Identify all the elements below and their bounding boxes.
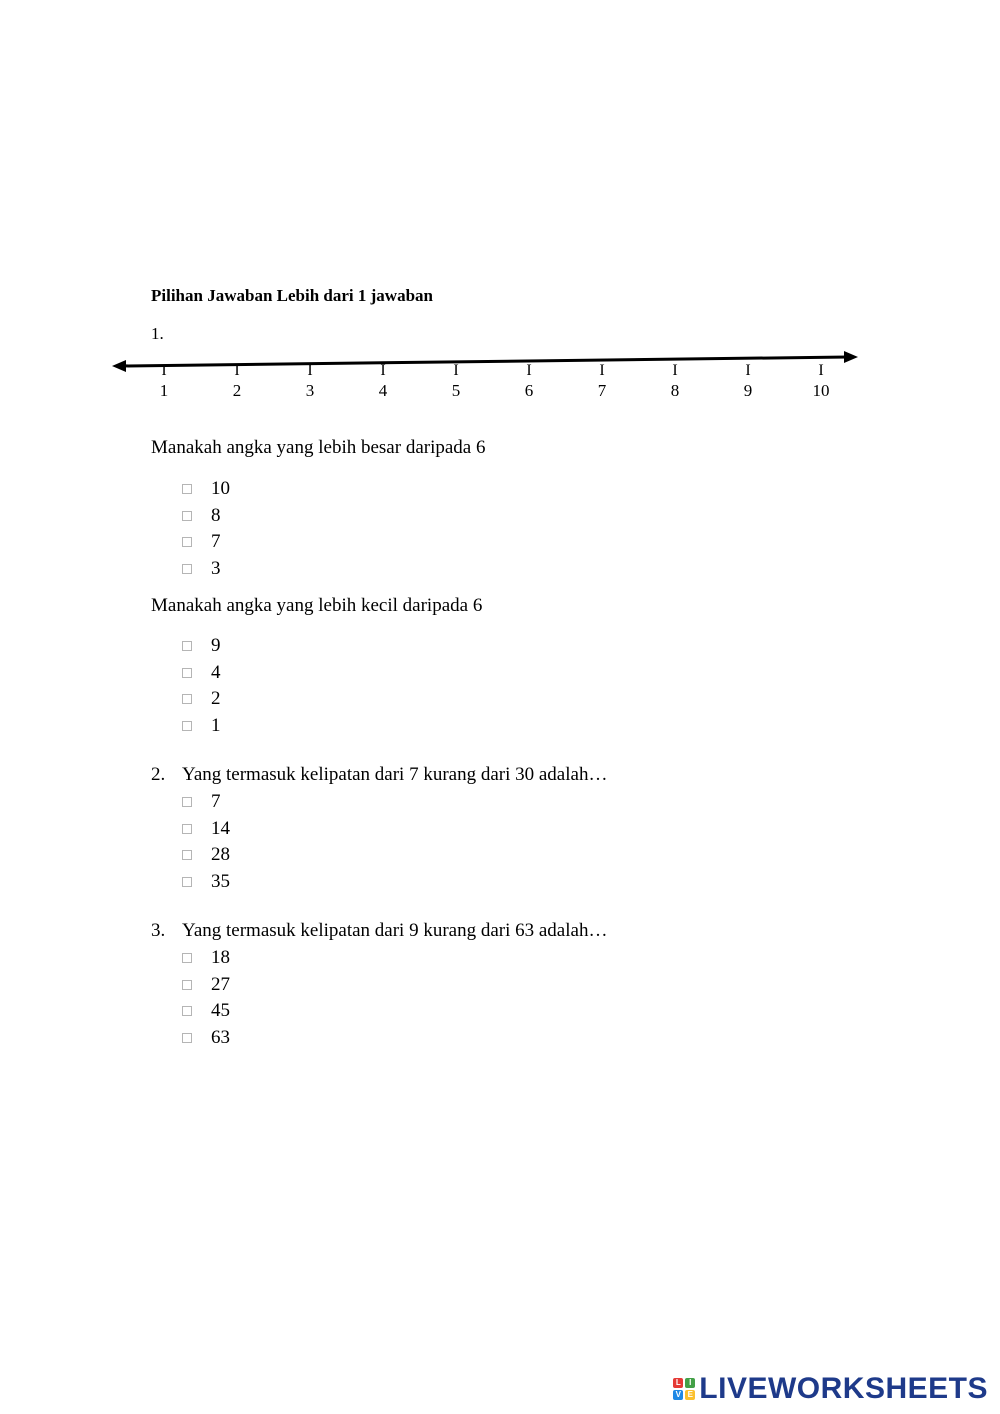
option-label: 27 (211, 973, 230, 995)
checkbox[interactable] (182, 694, 192, 704)
question-1a-options (180, 476, 230, 582)
checkbox[interactable] (182, 824, 192, 834)
checkbox[interactable] (182, 980, 192, 990)
number-line-label: 1 (159, 381, 169, 400)
number-line-label: 7 (597, 381, 607, 400)
option-label: 18 (211, 947, 230, 969)
number-line-label: 4 (378, 381, 388, 400)
liveworksheets-logo (673, 1372, 988, 1406)
checkbox[interactable] (182, 850, 192, 860)
question-3 (151, 920, 607, 942)
option-row[interactable] (180, 945, 230, 972)
option-label: 4 (211, 661, 221, 683)
option-label: 10 (211, 478, 230, 500)
option-row[interactable] (180, 660, 221, 687)
number-line-tick: I (745, 362, 751, 379)
option-row[interactable] (180, 789, 230, 816)
checkbox[interactable] (182, 953, 192, 963)
number-line-tick: I (380, 362, 386, 379)
option-label: 7 (211, 531, 221, 553)
number-line-tick: I (161, 362, 167, 379)
question-3-options (180, 945, 230, 1051)
checkbox[interactable] (182, 797, 192, 807)
option-label: 35 (211, 870, 230, 892)
option-label: 2 (211, 688, 221, 710)
question-3-number: 3. (151, 920, 166, 941)
right-arrow-icon (844, 351, 858, 363)
checkbox[interactable] (182, 1006, 192, 1016)
option-row[interactable] (180, 476, 230, 503)
question-2-text: Yang termasuk kelipatan dari 7 kurang dari 30 adalah… (182, 764, 608, 785)
checkbox[interactable] (182, 721, 192, 731)
number-line-label: 5 (451, 381, 461, 400)
option-row[interactable] (180, 633, 221, 660)
number-line-tick: I (672, 362, 678, 379)
question-1a-text: Manakah angka yang lebih besar daripada 6 (151, 437, 486, 458)
number-line-tick: I (234, 362, 240, 379)
option-label: 28 (211, 844, 230, 866)
option-label: 3 (211, 557, 221, 579)
option-row[interactable] (180, 686, 221, 713)
option-label: 63 (211, 1026, 230, 1048)
question-1b-text: Manakah angka yang lebih kecil daripada 6 (151, 595, 483, 616)
number-line-label: 2 (232, 381, 242, 400)
left-arrow-icon (112, 360, 126, 372)
option-row[interactable] (180, 816, 230, 843)
checkbox[interactable] (182, 641, 192, 651)
number-line-label: 3 (305, 381, 315, 400)
logo-tile: V (673, 1390, 683, 1400)
checkbox[interactable] (182, 484, 192, 494)
question-2 (151, 764, 607, 786)
question-1-number: 1. (151, 324, 164, 343)
checkbox[interactable] (182, 537, 192, 547)
option-row[interactable] (180, 972, 230, 999)
checkbox[interactable] (182, 564, 192, 574)
option-label: 14 (211, 817, 230, 839)
option-label: 1 (211, 714, 221, 736)
number-line-tick: I (453, 362, 459, 379)
number-line (0, 345, 1000, 405)
option-row[interactable] (180, 869, 230, 896)
number-line-label: 9 (743, 381, 753, 400)
checkbox[interactable] (182, 1033, 192, 1043)
checkbox[interactable] (182, 668, 192, 678)
option-label: 7 (211, 791, 221, 813)
logo-tile: I (685, 1378, 695, 1388)
logo-text: LIVEWORKSHEETS (699, 1372, 988, 1405)
option-label: 8 (211, 504, 221, 526)
option-row[interactable] (180, 503, 230, 530)
number-line-tick: I (599, 362, 605, 379)
logo-tile: L (673, 1378, 683, 1388)
number-line-tick: I (307, 362, 313, 379)
question-3-text: Yang termasuk kelipatan dari 9 kurang dari 63 adalah… (182, 920, 608, 941)
option-row[interactable] (180, 556, 230, 583)
option-row[interactable] (180, 529, 230, 556)
number-line-label: 8 (670, 381, 680, 400)
option-row[interactable] (180, 998, 230, 1025)
logo-icon (673, 1378, 695, 1400)
option-label: 9 (211, 635, 221, 657)
option-row[interactable] (180, 1025, 230, 1052)
number-line-tick: I (818, 362, 824, 379)
question-1b-options (180, 633, 221, 739)
checkbox[interactable] (182, 511, 192, 521)
section-title: Pilihan Jawaban Lebih dari 1 jawaban (151, 286, 433, 305)
number-line-axis (122, 357, 848, 366)
question-2-number: 2. (151, 764, 166, 785)
number-line-label: 10 (812, 381, 830, 400)
logo-tile: E (685, 1390, 695, 1400)
option-row[interactable] (180, 713, 221, 740)
question-2-options (180, 789, 230, 895)
number-line-tick: I (526, 362, 532, 379)
option-row[interactable] (180, 842, 230, 869)
checkbox[interactable] (182, 877, 192, 887)
option-label: 45 (211, 1000, 230, 1022)
number-line-label: 6 (524, 381, 534, 400)
